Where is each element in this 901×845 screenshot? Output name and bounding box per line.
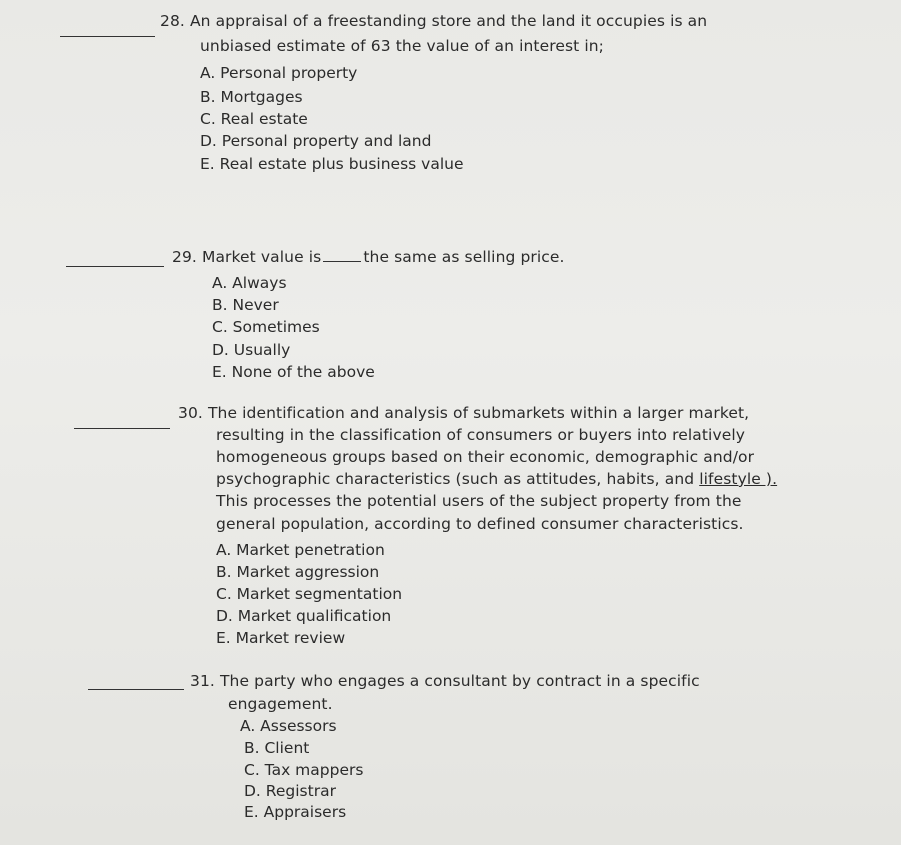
question-31-option-c[interactable]: C. Tax mappers [244, 761, 364, 779]
question-28-option-d[interactable]: D. Personal property and land [200, 132, 432, 150]
question-30-option-a[interactable]: A. Market penetration [216, 541, 385, 559]
question-30-line-6: general population, according to defined consumer characteristics. [216, 515, 744, 533]
question-30-option-d[interactable]: D. Market qualification [216, 607, 392, 625]
question-31-option-a[interactable]: A. Assessors [240, 717, 337, 735]
question-29-option-d[interactable]: D. Usually [212, 341, 291, 359]
question-30-option-c[interactable]: C. Market segmentation [216, 585, 403, 603]
question-29-option-e[interactable]: E. None of the above [212, 363, 375, 381]
question-30-line-4 [216, 468, 777, 490]
question-31-line-1: 31. The party who engages a consultant by contract in a specific [190, 672, 700, 690]
question-29-inline-blank[interactable] [323, 247, 361, 262]
question-30-line-2: resulting in the classification of consumers or buyers into relatively [216, 426, 746, 444]
question-28-option-b[interactable]: B. Mortgages [200, 88, 303, 106]
question-30-line-1: 30. The identification and analysis of submarkets within a larger market, [178, 404, 750, 422]
question-31-option-d[interactable]: D. Registrar [244, 782, 336, 800]
question-28-option-a[interactable]: A. Personal property [200, 64, 358, 82]
question-30-line-3: homogeneous groups based on their economic, demographic and/or [216, 448, 755, 466]
question-31-option-e[interactable]: E. Appraisers [244, 803, 347, 821]
answer-blank-29[interactable] [66, 266, 164, 267]
answer-blank-31[interactable] [88, 689, 184, 690]
question-28-line-1: 28. An appraisal of a freestanding store and the land it occupies is an [160, 12, 708, 30]
question-29-option-b[interactable]: B. Never [212, 296, 279, 314]
answer-blank-28[interactable] [60, 36, 155, 37]
question-30-option-b[interactable]: B. Market aggression [216, 563, 380, 581]
question-28-option-e[interactable]: E. Real estate plus business value [200, 155, 464, 173]
answer-blank-30[interactable] [74, 428, 170, 429]
question-30-line-5: This processes the potential users of the subject property from the [216, 492, 742, 510]
question-29-option-c[interactable]: C. Sometimes [212, 318, 320, 336]
question-30-underlined-word: lifestyle ). [699, 470, 778, 488]
question-31-option-b[interactable]: B. Client [244, 739, 310, 757]
question-29-text-before: 29. Market value is [172, 248, 322, 266]
question-29-option-a[interactable]: A. Always [212, 274, 287, 292]
question-29-text-after: the same as selling price. [363, 248, 565, 266]
question-30-line-4-text: psychographic characteristics (such as attitudes, habits, and [216, 470, 695, 488]
question-31-line-2: engagement. [228, 695, 333, 713]
question-28-option-c[interactable]: C. Real estate [200, 110, 308, 128]
question-30-option-e[interactable]: E. Market review [216, 629, 346, 647]
question-29-line [172, 246, 565, 268]
question-28-line-2: unbiased estimate of 63 the value of an interest in; [200, 37, 605, 55]
